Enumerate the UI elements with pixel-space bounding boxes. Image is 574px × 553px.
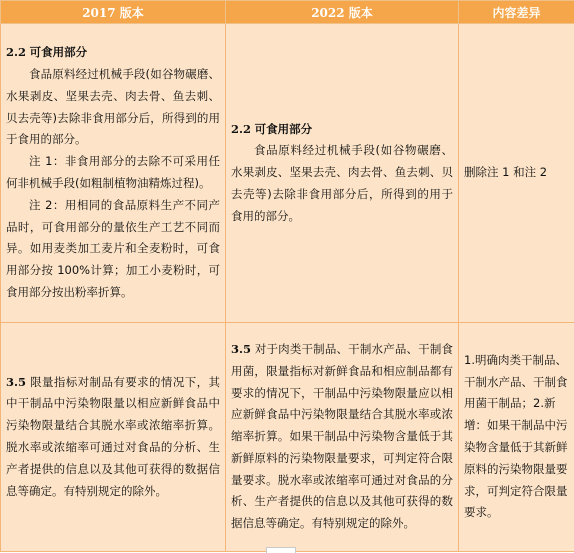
section-number: 2.2 [231,122,251,136]
table-header [1,1,574,24]
rule-text: 对于肉类干制品、干制水产品、干制食用菌，限量指标对新鲜食品和相应制品都有要求的情况下，干制品中污染物限量应以相应新鲜食品中污染物限量结合其脱水率或浓缩率折算。如果干制品中污染物含量低于其新鲜原料的污染物限量要求，可判定符合限量要求。脱水率或浓缩率可通过对食品的分析、生产者提供的信息以及其他可获得的数据信息等确定。有特别规定的除外。 [231,342,453,530]
section-title: 可食用部分 [30,45,88,59]
section-number: 3.5 [231,342,251,356]
cell-2017-limit-rule [1,323,226,552]
section-title: 可食用部分 [255,122,313,136]
table-row [1,24,574,323]
difference-text: 删除注 1 和注 2 [464,165,547,179]
page-break-marker [266,547,296,553]
note-1: 注 1：非食用部分的去除不可采用任何非机械手段(如粗制植物油精炼过程)。 [6,151,220,195]
header-content-difference: 内容差异 [459,1,574,24]
note-2: 注 2：用相同的食品原料生产不同产品时，可食用部分的量依生产工艺不同而异。如用麦类加工麦片和全麦粉时，可食用部分按 100%计算；加工小麦粉时，可食用部分按出粉率折算。 [6,195,220,304]
cell-2017-edible-part [1,24,226,323]
header-2022-version: 2022 版本 [226,1,459,24]
cell-diff-edible-part [459,24,574,323]
definition-text: 食品原料经过机械手段(如谷物碾磨、水果剥皮、坚果去壳、肉去骨、鱼去刺、贝去壳等)去除非食用部分后，所得到的用于食用的部分。 [231,140,453,227]
cell-2022-limit-rule [226,323,459,552]
rule-text: 限量指标对制品有要求的情况下，其中干制品中污染物限量以相应新鲜食品中污染物限量结合其脱水率或浓缩率折算。脱水率或浓缩率可通过对食品的分析、生产者提供的信息以及其他可获得的数据信息等确定。有特别规定的除外。 [6,375,220,498]
section-number: 3.5 [6,375,26,389]
difference-text: 1.明确肉类干制品、干制水产品、干制食用菌干制品；2.新增：如果干制品中污染物含量低于其新鲜原料的污染物限量要求，可判定符合限量要求。 [464,353,568,520]
cell-diff-limit-rule [459,323,574,552]
header-2017-version: 2017 版本 [1,1,226,24]
table-row [1,323,574,552]
cell-2022-edible-part [226,24,459,323]
definition-text: 食品原料经过机械手段(如谷物碾磨、水果剥皮、坚果去壳、肉去骨、鱼去刺、贝去壳等)去除非食用部分后，所得到的用于食用的部分。 [6,64,220,151]
section-number: 2.2 [6,45,26,59]
